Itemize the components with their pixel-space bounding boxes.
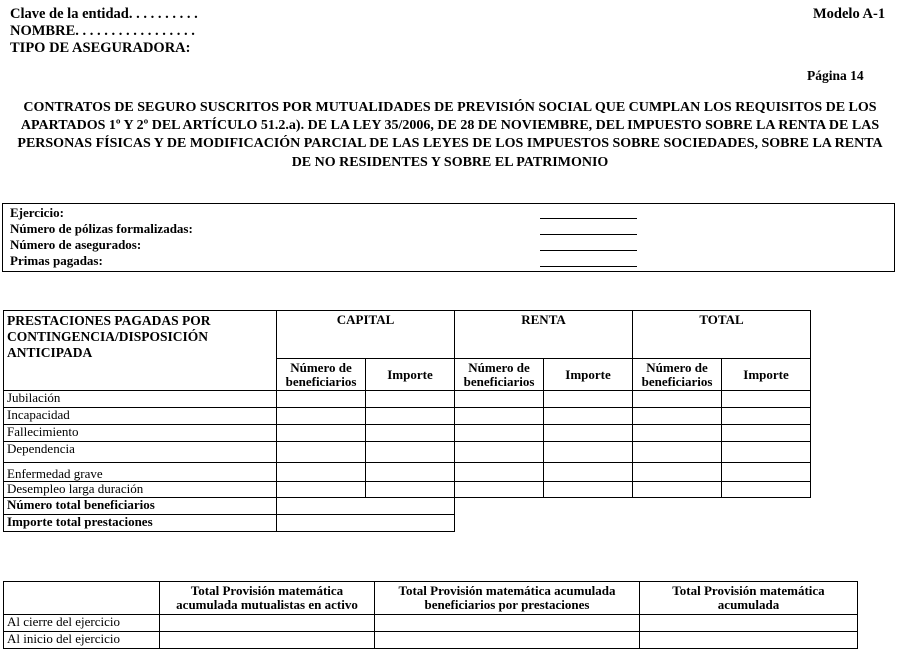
clave-entidad-label: Clave de la entidad. . . . . . . . . . bbox=[10, 6, 198, 22]
row-label: Enfermedad grave bbox=[4, 463, 277, 482]
page-number: Página 14 bbox=[807, 68, 864, 83]
total-benef-field[interactable] bbox=[277, 498, 455, 515]
capital-header: CAPITAL bbox=[277, 311, 455, 359]
table-row bbox=[4, 498, 811, 515]
provision-beneficiarios-header: Total Provisión matemática acumulada beneficiarios por prestaciones bbox=[375, 582, 640, 615]
provision-activo-header: Total Provisión matemática acumulada mutualistas en activo bbox=[160, 582, 375, 615]
renta-num-benef-header: Número de beneficiarios bbox=[455, 359, 544, 391]
table-row bbox=[4, 482, 811, 498]
document-title: CONTRATOS DE SEGURO SUSCRITOS POR MUTUALIDADES DE PREVISIÓN SOCIAL QUE CUMPLAN LOS REQUISITOS DE LOS APARTADOS 1º Y 2º DEL ARTÍCULO 51.2.a). DE LA LEY 35/2006, DE 28 DE NOVIEMBRE, DEL IMPUESTO SOBRE LA RENTA DE LAS PERSONAS FÍSICAS Y DE MODIFICACIÓN PARCIAL DE LAS LEYES DE LOS IMPUESTOS SOBRE SOCIEDADES, SOBRE LA RENTA DE NO RESIDENTES Y SOBRE EL PATRIMONIO bbox=[17, 100, 883, 170]
total-importe-header: Importe bbox=[722, 359, 811, 391]
primas-label: Primas pagadas: bbox=[10, 253, 103, 268]
modelo-label: Modelo A-1 bbox=[813, 6, 886, 22]
row-label: Dependencia bbox=[4, 442, 277, 463]
inicio-ejercicio-label: Al inicio del ejercicio bbox=[4, 632, 160, 649]
primas-field[interactable] bbox=[540, 266, 637, 267]
cierre-ejercicio-label: Al cierre del ejercicio bbox=[4, 615, 160, 632]
table-row bbox=[4, 463, 811, 482]
row-label: Jubilación bbox=[4, 391, 277, 408]
table-row bbox=[4, 515, 811, 532]
ejercicio-field[interactable] bbox=[540, 218, 637, 219]
table-row bbox=[4, 425, 811, 442]
tipo-aseguradora-label: TIPO DE ASEGURADORA: bbox=[10, 40, 191, 56]
prestaciones-table bbox=[3, 310, 811, 532]
row-label: Desempleo larga duración bbox=[4, 482, 277, 498]
table-row bbox=[4, 408, 811, 425]
asegurados-field[interactable] bbox=[540, 250, 637, 251]
total-num-benef-header: Número de beneficiarios bbox=[633, 359, 722, 391]
polizas-label: Número de pólizas formalizadas: bbox=[10, 221, 193, 236]
capital-num-benef-header: Número de beneficiarios bbox=[277, 359, 366, 391]
table-row bbox=[4, 391, 811, 408]
row-label: Incapacidad bbox=[4, 408, 277, 425]
total-header: TOTAL bbox=[633, 311, 811, 359]
polizas-field[interactable] bbox=[540, 234, 637, 235]
total-prest-label: Importe total prestaciones bbox=[4, 515, 277, 532]
table-row bbox=[4, 615, 858, 632]
table-row bbox=[4, 442, 811, 463]
row-label: Fallecimiento bbox=[4, 425, 277, 442]
provision-table bbox=[3, 581, 858, 649]
provision-total-header: Total Provisión matemática acumulada bbox=[640, 582, 858, 615]
info-labels bbox=[10, 205, 193, 269]
renta-header: RENTA bbox=[455, 311, 633, 359]
capital-importe-header: Importe bbox=[366, 359, 455, 391]
total-benef-label: Número total beneficiarios bbox=[4, 498, 277, 515]
renta-importe-header: Importe bbox=[544, 359, 633, 391]
asegurados-label: Número de asegurados: bbox=[10, 237, 142, 252]
prestaciones-header: PRESTACIONES PAGADAS POR CONTINGENCIA/DISPOSICIÓN ANTICIPADA bbox=[4, 311, 277, 391]
ejercicio-label: Ejercicio: bbox=[10, 205, 64, 220]
table-row bbox=[4, 632, 858, 649]
nombre-label: NOMBRE. . . . . . . . . . . . . . . . . bbox=[10, 23, 195, 39]
total-prest-field[interactable] bbox=[277, 515, 455, 532]
